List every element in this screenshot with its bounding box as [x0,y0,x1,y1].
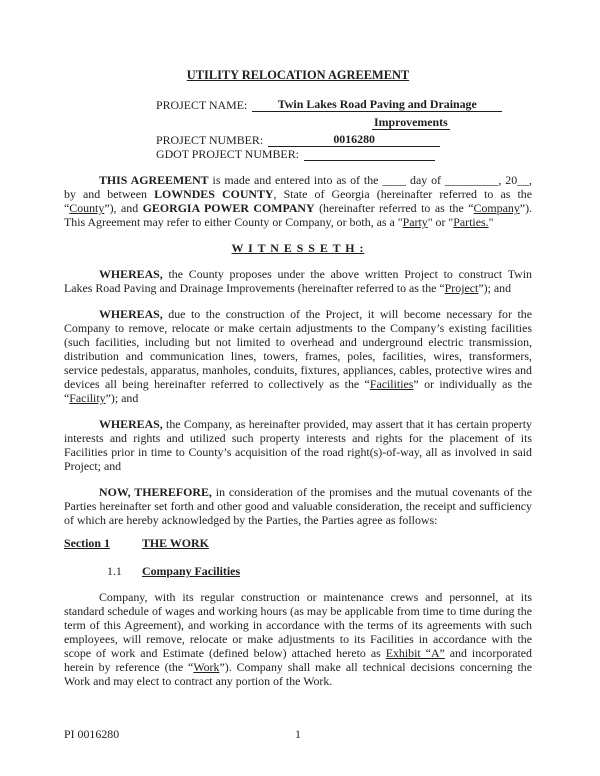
section-1-number-cell [64,536,142,550]
gdot-project-number-label: GDOT PROJECT NUMBER: [156,147,299,161]
project-name-row-2 [156,115,532,130]
project-number-label: PROJECT NUMBER: [156,133,264,147]
project-name-value-line2: Improvements [374,115,448,129]
project-name-label: PROJECT NAME: [156,98,248,112]
page-footer [64,727,532,741]
section-1-1-heading [107,564,532,578]
project-number-value: 0016280 [333,132,375,146]
project-name-row [156,97,532,112]
paragraph-now-therefore: NOW, THEREFORE, in consideration of the promises and the mutual covenants of the Parties hereinafter set forth and other good and valuable consideration, the receipt and sufficiency of which are hereby acknowledged by the Parties, the Parties agree as follows: [64,485,533,527]
section-1-1-number: 1.1 [107,564,122,578]
paragraph-whereas-project: WHEREAS, the County proposes under the above written Project to construct Twin Lakes Road Paving and Drainage Improvements (hereinafter referred to as the “Project”); and [64,267,532,295]
page-title: UTILITY RELOCATION AGREEMENT [186,68,410,82]
project-number-row [156,132,532,147]
section-1-title: THE WORK [142,536,209,550]
document-content [64,68,532,688]
section-1-1-title: Company Facilities [142,564,241,578]
footer-page-number: 1 [295,727,301,741]
section-1-heading [64,536,532,550]
project-fields [156,97,532,161]
paragraph-whereas-property: WHEREAS, the Company, as hereinafter provided, may assert that it has certain property interests and rights and utilized such property interests and rights for the placement of its Facilities prior in time to County’s acquisition of the road right(s)-of-way, all as involved in said Project; and [64,417,532,473]
project-name-value: Twin Lakes Road Paving and Drainage [277,97,477,111]
paragraph-whereas-construction: WHEREAS, due to the construction of the Project, it will become necessary for the Company to remove, relocate or make certain adjustments to the Company’s existing facilities (such facilities, including but not limited to overhead and underground electric transmission, distribution and communication lines, towers, frames, poles, facilities, wires, transformers, service pedestals, apparatus, manholes, conduits, fixtures, appliances, cables, protective wires and devices all being hereinafter referred to collectively as the “Facilities” or individually as the “Facility”); and [64,307,532,405]
gdot-project-number-blank-line [304,160,435,161]
project-number-value-line [268,132,440,147]
footer-project-id: PI 0016280 [64,727,120,741]
paragraph-this-agreement: THIS AGREEMENT is made and entered into as of the ____ day of _________, 20__, by and between LOWNDES COUNTY, State of Georgia (hereinafter referred to as the “County”), and GEORGIA POWER COMPANY (hereinafter referred to as the “Company”). This Agreement may refer to either County or Company, or both, as a "Party" or "Parties." [64,173,533,229]
witnesseth-heading: W I T N E S S E T H : [231,241,365,255]
gdot-project-number-row [156,147,532,161]
section-1-number: Section 1 [64,536,110,550]
paragraph-company-facilities: Company, with its regular construction or maintenance crews and personnel, at its standard schedule of wages and working hours (as may be applicable from time to time during the term of this Agreement), and working in accordance with the terms of its agreements with such employees, will remove, relocate or make adjustments to its Facilities in accordance with the scope of work and Estimate (defined below) attached hereto as Exhibit “A” and incorporated herein by reference (the “Work”). Company shall make all technical decisions concerning the Work and may elect to contract any portion of the Work. [64,590,532,688]
project-name-value-line [252,97,502,112]
